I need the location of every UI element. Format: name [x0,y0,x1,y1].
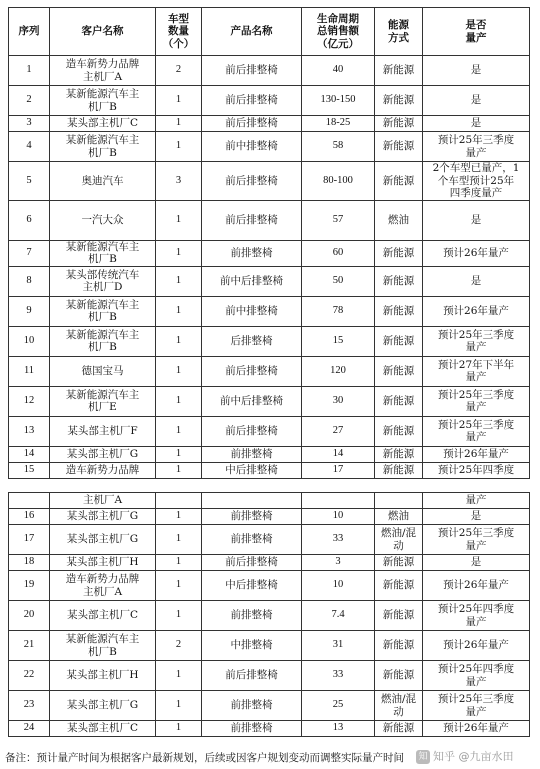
cell-product: 后排整椅 [202,326,302,356]
cell-product: 前后排整椅 [202,416,302,446]
cell-lifetime-sales: 7.4 [302,601,375,631]
cell-mass-production: 预计25年三季度 量产 [423,416,530,446]
cell-serial: 21 [9,631,50,661]
cell-lifetime-sales: 31 [302,631,375,661]
cell-energy: 新能源 [375,386,423,416]
cell-model-count: 1 [156,356,202,386]
table-row [9,56,530,86]
header-mass-production: 是否 量产 [423,8,530,56]
cell-product: 前后排整椅 [202,356,302,386]
cell-energy: 新能源 [375,132,423,162]
cell-energy: 新能源 [375,416,423,446]
cell-model-count: 1 [156,509,202,525]
header-energy: 能源 方式 [375,8,423,56]
cell-model-count: 1 [156,661,202,691]
cell-mass-production: 预计26年量产 [423,631,530,661]
cell-serial: 20 [9,601,50,631]
cell-model-count [156,493,202,509]
cell-model-count: 1 [156,240,202,266]
zhihu-logo-icon: 知 [416,750,430,764]
cell-energy: 新能源 [375,446,423,462]
table-row [9,631,530,661]
cell-customer: 一汽大众 [50,200,156,240]
table-row [9,116,530,132]
cell-model-count: 1 [156,416,202,446]
cell-model-count: 1 [156,691,202,721]
cell-customer: 某头部传统汽车 主机厂D [50,266,156,296]
cell-customer: 某头部主机厂C [50,601,156,631]
cell-lifetime-sales: 33 [302,661,375,691]
cell-customer: 某新能源汽车主 机厂B [50,86,156,116]
cell-energy: 新能源 [375,462,423,478]
cell-product: 前后排整椅 [202,555,302,571]
table-row [9,296,530,326]
cell-serial: 13 [9,416,50,446]
cell-lifetime-sales: 50 [302,266,375,296]
table-row [9,132,530,162]
cell-mass-production: 预计25年四季度 量产 [423,661,530,691]
cell-serial: 22 [9,661,50,691]
table-row [9,721,530,737]
cell-mass-production: 预计26年量产 [423,721,530,737]
cell-lifetime-sales: 130-150 [302,86,375,116]
cell-customer: 某新能源汽车主 机厂B [50,631,156,661]
cell-energy: 新能源 [375,56,423,86]
cell-lifetime-sales: 13 [302,721,375,737]
cell-model-count: 1 [156,200,202,240]
cell-mass-production: 预计26年量产 [423,446,530,462]
header-model-count: 车型 数量 （个） [156,8,202,56]
cell-product: 前排整椅 [202,601,302,631]
table-row [9,571,530,601]
table-row [9,509,530,525]
table-row [9,493,530,509]
cell-customer: 某头部主机厂G [50,691,156,721]
cell-serial: 12 [9,386,50,416]
cell-energy: 新能源 [375,86,423,116]
cell-serial: 14 [9,446,50,462]
cell-model-count: 1 [156,601,202,631]
cell-customer: 某头部主机厂G [50,446,156,462]
cell-serial: 8 [9,266,50,296]
customer-project-table [8,7,530,479]
cell-energy [375,493,423,509]
cell-serial: 24 [9,721,50,737]
table-row [9,200,530,240]
cell-customer: 某头部主机厂C [50,116,156,132]
cell-energy: 新能源 [375,661,423,691]
cell-serial: 23 [9,691,50,721]
cell-product: 中后排整椅 [202,571,302,601]
cell-customer: 造车新势力品牌 [50,462,156,478]
cell-customer: 某新能源汽车主 机厂B [50,240,156,266]
cell-mass-production: 是 [423,555,530,571]
cell-energy: 新能源 [375,266,423,296]
cell-serial: 18 [9,555,50,571]
cell-mass-production: 预计27年下半年 量产 [423,356,530,386]
table-row [9,240,530,266]
cell-lifetime-sales: 120 [302,356,375,386]
cell-serial: 1 [9,56,50,86]
cell-serial: 6 [9,200,50,240]
table-row [9,266,530,296]
cell-energy: 新能源 [375,601,423,631]
cell-mass-production: 是 [423,200,530,240]
cell-serial: 11 [9,356,50,386]
cell-product [202,493,302,509]
header-customer: 客户名称 [50,8,156,56]
cell-energy: 新能源 [375,116,423,132]
cell-energy: 新能源 [375,631,423,661]
cell-lifetime-sales: 57 [302,200,375,240]
cell-product: 前排整椅 [202,509,302,525]
cell-model-count: 2 [156,631,202,661]
cell-lifetime-sales [302,493,375,509]
cell-energy: 新能源 [375,326,423,356]
cell-model-count: 3 [156,162,202,201]
cell-mass-production: 预计26年量产 [423,240,530,266]
cell-model-count: 1 [156,446,202,462]
cell-serial [9,493,50,509]
cell-lifetime-sales: 80-100 [302,162,375,201]
cell-mass-production: 2个车型已量产，1 个车型预计25年 四季度量产 [423,162,530,201]
table-row [9,356,530,386]
table-row [9,691,530,721]
cell-serial: 4 [9,132,50,162]
table-row [9,555,530,571]
table-row [9,601,530,631]
cell-product: 前中后排整椅 [202,386,302,416]
cell-product: 前后排整椅 [202,661,302,691]
cell-mass-production: 预计25年四季度 量产 [423,601,530,631]
cell-model-count: 1 [156,326,202,356]
cell-customer: 德国宝马 [50,356,156,386]
cell-energy: 新能源 [375,240,423,266]
cell-lifetime-sales: 14 [302,446,375,462]
cell-lifetime-sales: 27 [302,416,375,446]
table-row [9,86,530,116]
cell-lifetime-sales: 18-25 [302,116,375,132]
cell-product: 前后排整椅 [202,86,302,116]
cell-lifetime-sales: 33 [302,525,375,555]
cell-customer: 某头部主机厂C [50,721,156,737]
cell-product: 前排整椅 [202,525,302,555]
cell-model-count: 1 [156,386,202,416]
cell-customer: 造车新势力品牌 主机厂A [50,571,156,601]
header-lifetime-sales: 生命周期 总销售额 （亿元） [302,8,375,56]
cell-customer: 主机厂A [50,493,156,509]
cell-product: 前排整椅 [202,691,302,721]
cell-energy: 新能源 [375,555,423,571]
cell-energy: 燃油/混 动 [375,691,423,721]
cell-customer: 某新能源汽车主 机厂B [50,296,156,326]
cell-model-count: 1 [156,116,202,132]
cell-lifetime-sales: 40 [302,56,375,86]
cell-mass-production: 预计26年量产 [423,571,530,601]
cell-lifetime-sales: 78 [302,296,375,326]
cell-mass-production: 预计25年三季度 量产 [423,132,530,162]
cell-customer: 某新能源汽车主 机厂B [50,326,156,356]
cell-product: 前后排整椅 [202,116,302,132]
watermark-text: 知乎 @九亩水田 [433,750,514,763]
cell-mass-production: 是 [423,86,530,116]
cell-model-count: 1 [156,296,202,326]
cell-product: 前排整椅 [202,446,302,462]
cell-model-count: 1 [156,571,202,601]
cell-serial: 2 [9,86,50,116]
header-serial: 序列 [9,8,50,56]
cell-lifetime-sales: 15 [302,326,375,356]
cell-product: 前中后排整椅 [202,266,302,296]
cell-product: 前排整椅 [202,721,302,737]
cell-product: 前排整椅 [202,240,302,266]
table-row [9,462,530,478]
cell-serial: 3 [9,116,50,132]
cell-serial: 5 [9,162,50,201]
cell-product: 中排整椅 [202,631,302,661]
watermark [416,748,514,764]
table-header-row [9,8,530,56]
cell-product: 前中排整椅 [202,132,302,162]
cell-model-count: 1 [156,86,202,116]
cell-energy: 燃油 [375,509,423,525]
cell-lifetime-sales: 10 [302,571,375,601]
footnote: 备注：预计量产时间为根据客户最新规划，后续或因客户规划变动而调整实际量产时间 [5,752,404,764]
cell-customer: 某头部主机厂H [50,661,156,691]
cell-lifetime-sales: 17 [302,462,375,478]
cell-customer: 某头部主机厂G [50,525,156,555]
cell-product: 前后排整椅 [202,200,302,240]
cell-serial: 9 [9,296,50,326]
table-row [9,525,530,555]
cell-model-count: 1 [156,132,202,162]
cell-mass-production: 量产 [423,493,530,509]
cell-energy: 新能源 [375,296,423,326]
cell-lifetime-sales: 3 [302,555,375,571]
cell-serial: 15 [9,462,50,478]
cell-lifetime-sales: 60 [302,240,375,266]
cell-energy: 燃油/混 动 [375,525,423,555]
cell-lifetime-sales: 30 [302,386,375,416]
cell-mass-production: 是 [423,509,530,525]
cell-energy: 新能源 [375,721,423,737]
table-row [9,386,530,416]
cell-serial: 19 [9,571,50,601]
cell-serial: 17 [9,525,50,555]
cell-model-count: 1 [156,555,202,571]
table-row [9,661,530,691]
cell-serial: 7 [9,240,50,266]
cell-energy: 新能源 [375,571,423,601]
cell-product: 前后排整椅 [202,56,302,86]
cell-energy: 新能源 [375,356,423,386]
cell-model-count: 1 [156,462,202,478]
header-product: 产品名称 [202,8,302,56]
cell-customer: 某新能源汽车主 机厂B [50,132,156,162]
cell-model-count: 1 [156,721,202,737]
table-row [9,162,530,201]
cell-mass-production: 是 [423,56,530,86]
cell-mass-production: 预计25年四季度 [423,462,530,478]
cell-customer: 奥迪汽车 [50,162,156,201]
cell-mass-production: 是 [423,116,530,132]
cell-mass-production: 预计25年三季度 量产 [423,691,530,721]
cell-mass-production: 预计25年三季度 量产 [423,326,530,356]
cell-mass-production: 是 [423,266,530,296]
cell-customer: 某头部主机厂H [50,555,156,571]
cell-energy: 新能源 [375,162,423,201]
cell-customer: 造车新势力品牌 主机厂A [50,56,156,86]
cell-model-count: 2 [156,56,202,86]
cell-mass-production: 预计26年量产 [423,296,530,326]
cell-energy: 燃油 [375,200,423,240]
table-row [9,416,530,446]
cell-customer: 某头部主机厂F [50,416,156,446]
table-row [9,326,530,356]
cell-mass-production: 预计25年三季度 量产 [423,386,530,416]
cell-customer: 某头部主机厂G [50,509,156,525]
cell-lifetime-sales: 10 [302,509,375,525]
cell-lifetime-sales: 25 [302,691,375,721]
cell-product: 前后排整椅 [202,162,302,201]
cell-serial: 16 [9,509,50,525]
table-row [9,446,530,462]
cell-model-count: 1 [156,525,202,555]
cell-model-count: 1 [156,266,202,296]
cell-product: 前中排整椅 [202,296,302,326]
cell-customer: 某新能源汽车主 机厂E [50,386,156,416]
customer-project-table-continued [8,492,530,737]
cell-serial: 10 [9,326,50,356]
cell-mass-production: 预计25年三季度 量产 [423,525,530,555]
cell-lifetime-sales: 58 [302,132,375,162]
cell-product: 中后排整椅 [202,462,302,478]
